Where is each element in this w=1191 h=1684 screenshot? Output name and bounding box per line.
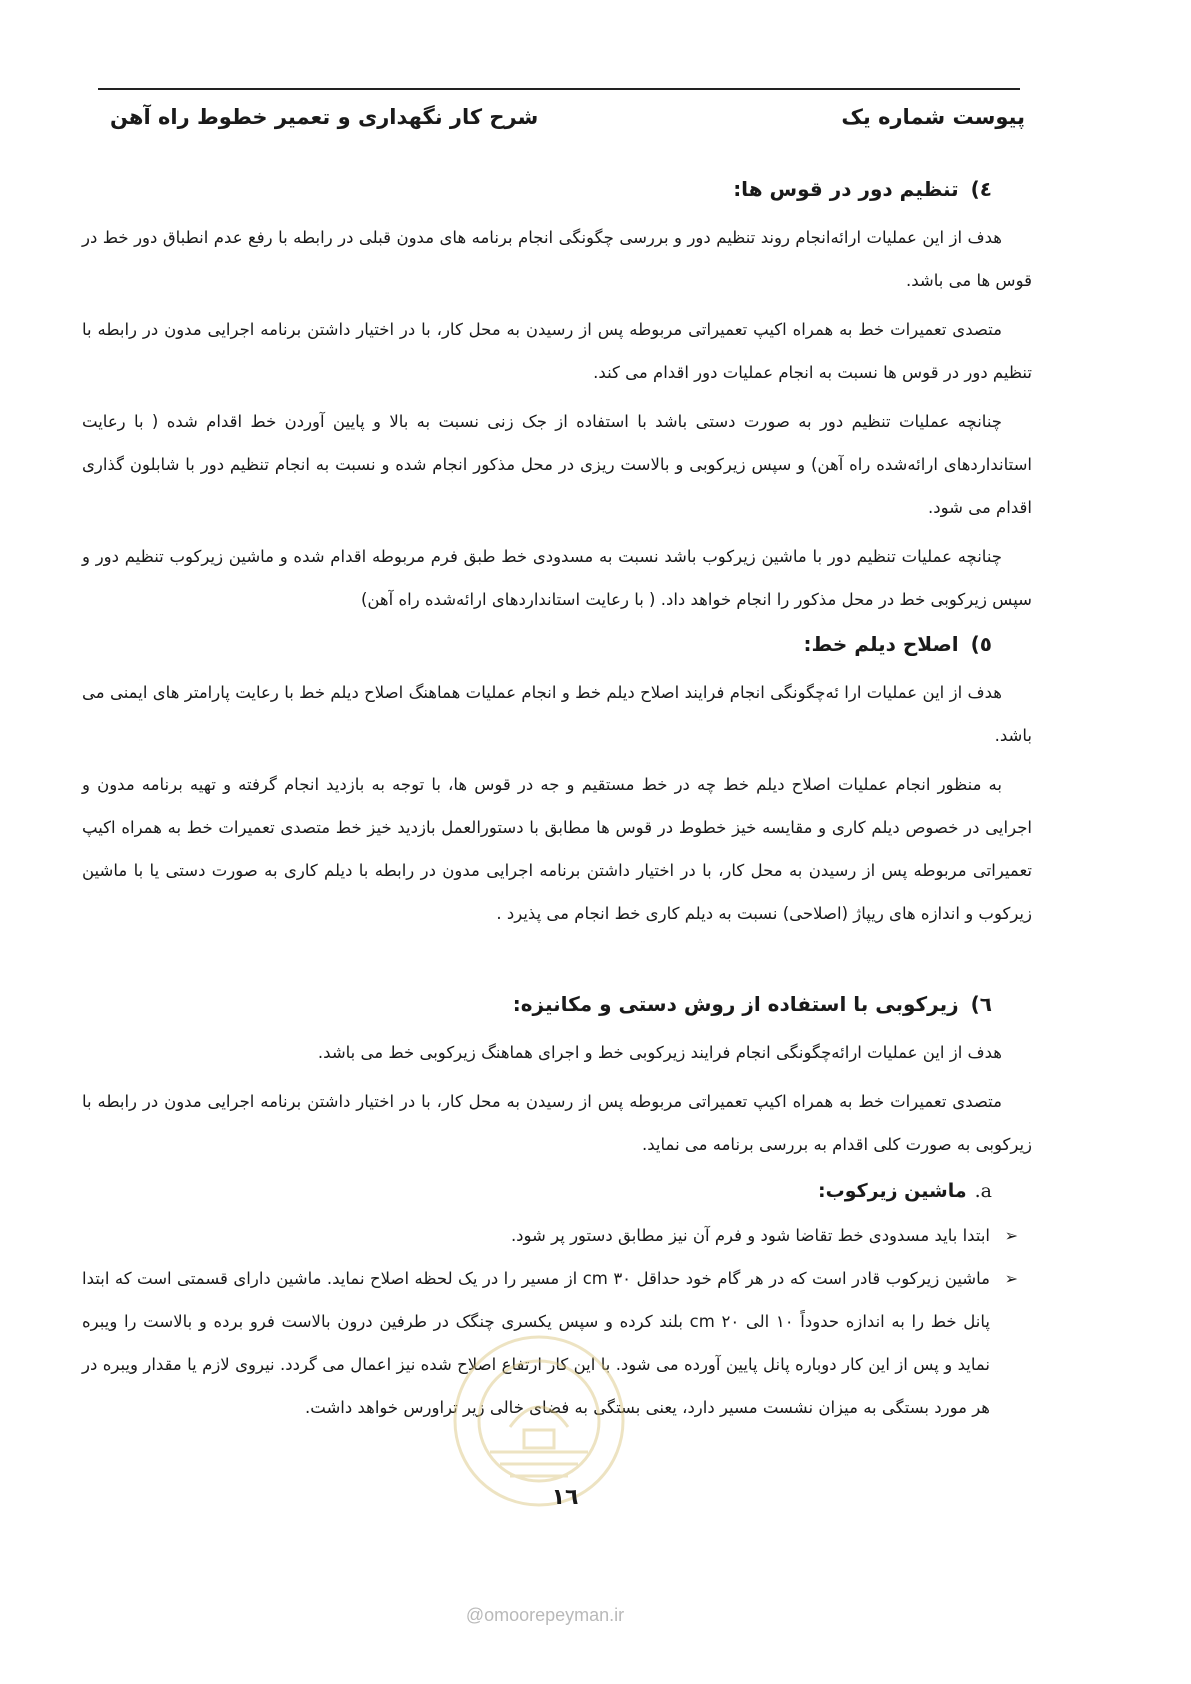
section-6-paragraph-1: هدف از این عملیات اراﺋﻪچگونگی انجام فرایند زیرکوبی خط و اجرای هماهنگ زیرکوبی خط می باشد. bbox=[317, 1043, 1002, 1062]
section-5-paragraph-2: به منظور انجام عملیات اصلاح دیلم خط چه در خط مستقیم و جه در قوس ها، با توجه به بازدید انجام گرفته و تهیه برنامه مدون و اجرایی در خصوص دیلم کاری و مقایسه خیز خطوط در قوس ها مطابق با دستورالعمل بازدید خیز خط متصدی تعمیرات خط به همراه اکیپ تعمیراتی مربوطه پس از رسیدن به محل کار، با در اختیار داشتن برنامه اجرایی مدون در رابطه با دیلم کاری به صورت دستی یا با ماشین زیرکوب و اندازه های ریپاژ (اصلاحی) نسبت به دیلم کاری خط انجام می پذیرد . bbox=[82, 775, 1032, 923]
subsection-a-letter: a. bbox=[974, 1180, 992, 1202]
section-6-number: ٦) bbox=[970, 992, 992, 1016]
subsection-a-heading bbox=[82, 1172, 992, 1210]
watermark-seal-icon bbox=[450, 1332, 628, 1510]
arrow-bullet-icon: ➢ bbox=[1004, 1226, 1018, 1245]
section-spacer bbox=[82, 941, 1032, 987]
section-4-title: تنظیم دور در قوس ها: bbox=[733, 177, 959, 201]
header-document-title: شرح کار نگهداری و تعمیر خطوط راه آهن bbox=[110, 105, 539, 129]
section-5-heading bbox=[82, 627, 992, 661]
section-5-paragraph-1: هدف از این عملیات ارا ﺋﻪچگونگی انجام فرایند اصلاح دیلم خط و انجام عملیات هماهنگ اصلاح دیلم خط با رعایت پارامتر های ایمنی می باشد. bbox=[82, 683, 1032, 745]
section-5-number: ٥) bbox=[970, 632, 992, 656]
section-6-heading bbox=[82, 987, 992, 1021]
header-appendix-title: پیوست شماره یک bbox=[841, 105, 1025, 129]
section-6-paragraph-2: متصدی تعمیرات خط به همراه اکیپ تعمیراتی مربوطه پس از رسیدن به محل کار، با در اختیار داشتن برنامه اجرایی مدون در رابطه با زیرکوبی به صورت کلی اقدام به بررسی برنامه می نماید. bbox=[82, 1092, 1032, 1154]
bullet-text: ماشین زیرکوب قادر است که در هر گام خود حداقل ٣٠ cm از مسیر را در یک لحظه اصلاح نماید. ماشین دارای قسمتی است که ابتدا پانل خط را به اندازه حدوداً ١٠ الی ٢٠ cm بلند کرده و سپس یکسری چنگک در طرفین درون بالاست فرو برده و بالاست را ویبره نماید و پس از این کار دوباره پانل پایین آورده می شود. با این کار ارتفاع اصلاح شده نیز اعمال می گردد. نیروی لازم یا مقدار ویبره در هر مورد بستگی به میزان نشست مسیر دارد، یعنی بستگی به فضای خالی زیر تراورس خواهد داشت. bbox=[82, 1269, 990, 1417]
page-number: ١٦ bbox=[551, 1485, 579, 1510]
arrow-bullet-icon: ➢ bbox=[1004, 1269, 1018, 1288]
section-5-title: اصلاح دیلم خط: bbox=[803, 632, 959, 656]
page-header bbox=[110, 105, 1025, 145]
section-4-paragraph-2: متصدی تعمیرات خط به همراه اکیپ تعمیراتی مربوطه پس از رسیدن به محل کار، با در اختیار داشتن برنامه اجرایی مدون در رابطه با تنظیم دور در قوس ها نسبت به انجام عملیات دور اقدام می کند. bbox=[82, 320, 1032, 382]
section-4-heading bbox=[82, 172, 992, 206]
list-item bbox=[82, 1214, 1018, 1257]
section-4-paragraph-3: چنانچه عملیات تنظیم دور به صورت دستی باشد با استفاده از جک زنی نسبت به بالا و پایین آوردن خط اقدام شده ( با رعایت استانداردهای اراﺋﻪشده راه آهن) و سپس زیرکوبی و بالاست ریزی در محل مذکور انجام شده و نسبت به انجام تنظیم دور با شابلون گذاری اقدام می شود. bbox=[82, 412, 1032, 517]
watermark-url: @omoorepeyman.ir bbox=[465, 1605, 625, 1625]
bullet-text: ابتدا باید مسدودی خط تقاضا شود و فرم آن نیز مطابق دستور پر شود. bbox=[510, 1226, 990, 1245]
section-4-paragraph-1: هدف از این عملیات اراﺋﻪانجام روند تنظیم دور و بررسی چگونگی انجام برنامه های مدون قبلی در رابطه با رفع عدم انطباق دور خط در قوس ها می باشد. bbox=[82, 228, 1032, 290]
section-6-title: زیرکوبی با استفاده از روش دستی و مکانیزه: bbox=[512, 992, 959, 1016]
section-4-number: ٤) bbox=[970, 177, 992, 201]
header-rule bbox=[98, 88, 1020, 90]
page-content bbox=[82, 172, 1032, 1429]
section-4-paragraph-4: چنانچه عملیات تنظیم دور با ماشین زیرکوب باشد نسبت به مسدودی خط طبق فرم مربوطه اقدام شده و ماشین زیرکوب تنظیم دور و سپس زیرکوبی خط در محل مذکور را انجام خواهد داد. ( با رعایت استانداردهای اراﺋﻪشده راه آهن) bbox=[82, 547, 1032, 609]
subsection-a-title: ماشین زیرکوب: bbox=[818, 1180, 967, 1202]
